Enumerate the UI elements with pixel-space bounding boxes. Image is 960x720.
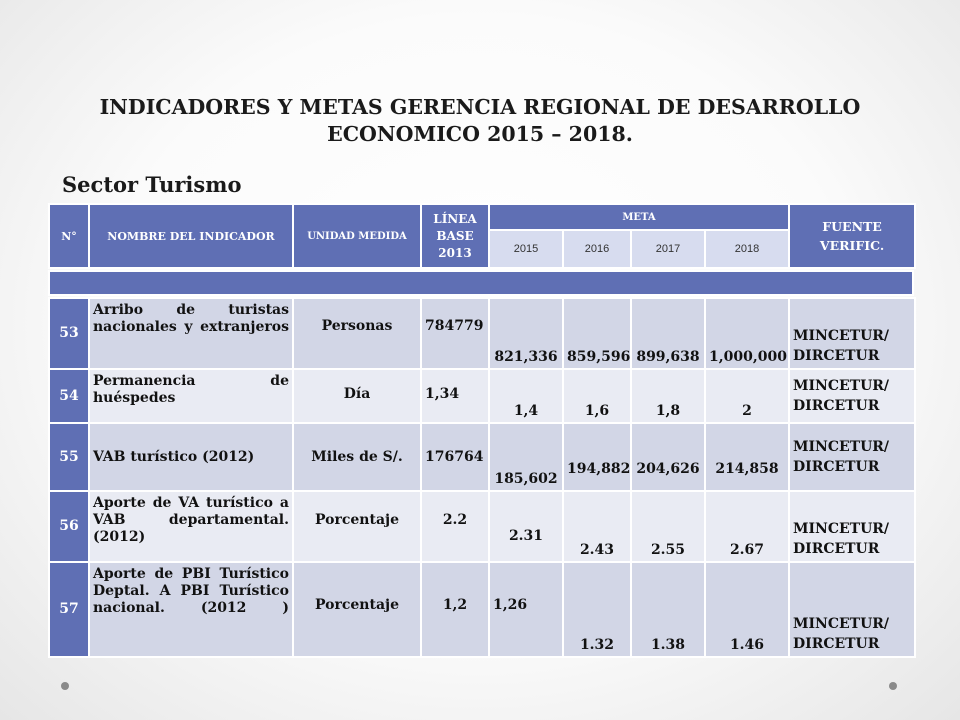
header-meta: META — [489, 204, 789, 230]
meta-2018: 214,858 — [705, 423, 789, 491]
indicator-name-text: Arribo de turistas nacionales y extranjeros — [93, 302, 289, 335]
source-line-1: MINCETUR/ — [793, 439, 890, 455]
source — [789, 562, 915, 657]
year-2015: 2015 — [489, 230, 563, 268]
table-row — [49, 423, 915, 491]
meta-2018: 1.46 — [705, 562, 789, 657]
source — [789, 298, 915, 369]
indicator-name — [89, 369, 293, 423]
base-value: 2.2 — [421, 491, 489, 562]
header-n: N° — [49, 204, 89, 268]
unit: Porcentaje — [293, 562, 421, 657]
source-line-2: DIRCETUR — [793, 636, 880, 652]
source-line-1: MINCETUR/ — [793, 521, 890, 537]
unit: Miles de S/. — [293, 423, 421, 491]
header-nombre: NOMBRE DEL INDICADOR — [89, 204, 293, 268]
title-line-2: ECONOMICO 2015 – 2018. — [327, 122, 633, 146]
table-row — [49, 369, 915, 423]
title-line-1: INDICADORES Y METAS GERENCIA REGIONAL DE DESARROLLO — [99, 95, 861, 119]
base-value: 176764 — [421, 423, 489, 491]
sector-heading: Sector Turismo — [62, 172, 242, 197]
meta-2015: 1,4 — [489, 369, 563, 423]
header-linea-base: LÍNEA BASE 2013 — [421, 204, 489, 268]
meta-2017: 2.55 — [631, 491, 705, 562]
source — [789, 369, 915, 423]
meta-2017: 204,626 — [631, 423, 705, 491]
indicator-name-text: Permanencia de huéspedes — [93, 373, 289, 406]
unit: Día — [293, 369, 421, 423]
row-number: 57 — [49, 562, 89, 657]
base-value: 1,2 — [421, 562, 489, 657]
meta-2015: 2.31 — [489, 491, 563, 562]
base-value: 784779 — [421, 298, 489, 369]
base-value: 1,34 — [421, 369, 489, 423]
page-title — [70, 94, 890, 148]
meta-2017: 899,638 — [631, 298, 705, 369]
meta-2016: 194,882 — [563, 423, 631, 491]
year-2018: 2018 — [705, 230, 789, 268]
source — [789, 491, 915, 562]
indicator-name-text: Aporte de PBI Turístico Deptal. A PBI Turístico nacional. (2012 ) — [93, 566, 289, 616]
meta-2018: 2.67 — [705, 491, 789, 562]
indicator-name — [89, 298, 293, 369]
header-fuente: FUENTE VERIFIC. — [789, 204, 915, 268]
meta-2017: 1,8 — [631, 369, 705, 423]
header-unidad: UNIDAD MEDIDA — [293, 204, 421, 268]
indicator-name: VAB turístico (2012) — [89, 423, 293, 491]
indicator-name — [89, 562, 293, 657]
meta-2015: 821,336 — [489, 298, 563, 369]
meta-2016: 859,596 — [563, 298, 631, 369]
source-line-1: MINCETUR/ — [793, 328, 890, 344]
indicators-table — [48, 297, 916, 658]
row-number: 53 — [49, 298, 89, 369]
indicator-name-text: Aporte de VA turístico a VAB departamental. (2012) — [93, 495, 289, 545]
meta-2018: 1,000,000 — [705, 298, 789, 369]
source-line-2: DIRCETUR — [793, 541, 880, 557]
header-band — [48, 270, 914, 296]
meta-2016: 1.32 — [563, 562, 631, 657]
source-line-2: DIRCETUR — [793, 398, 880, 414]
source-line-1: MINCETUR/ — [793, 616, 890, 632]
source-line-2: DIRCETUR — [793, 348, 880, 364]
meta-2017: 1.38 — [631, 562, 705, 657]
source — [789, 423, 915, 491]
meta-2015: 185,602 — [489, 423, 563, 491]
meta-2016: 2.43 — [563, 491, 631, 562]
source-line-1: MINCETUR/ — [793, 378, 890, 394]
row-number: 56 — [49, 491, 89, 562]
year-2016: 2016 — [563, 230, 631, 268]
row-number: 55 — [49, 423, 89, 491]
meta-2015: 1,26 — [489, 562, 563, 657]
table-row — [49, 298, 915, 369]
header-table — [48, 203, 916, 269]
unit: Personas — [293, 298, 421, 369]
slide-dot-left — [61, 682, 69, 690]
table-row — [49, 562, 915, 657]
meta-2016: 1,6 — [563, 369, 631, 423]
unit: Porcentaje — [293, 491, 421, 562]
row-number: 54 — [49, 369, 89, 423]
indicator-name — [89, 491, 293, 562]
slide-dot-right — [889, 682, 897, 690]
year-2017: 2017 — [631, 230, 705, 268]
source-line-2: DIRCETUR — [793, 459, 880, 475]
table-row — [49, 491, 915, 562]
meta-2018: 2 — [705, 369, 789, 423]
